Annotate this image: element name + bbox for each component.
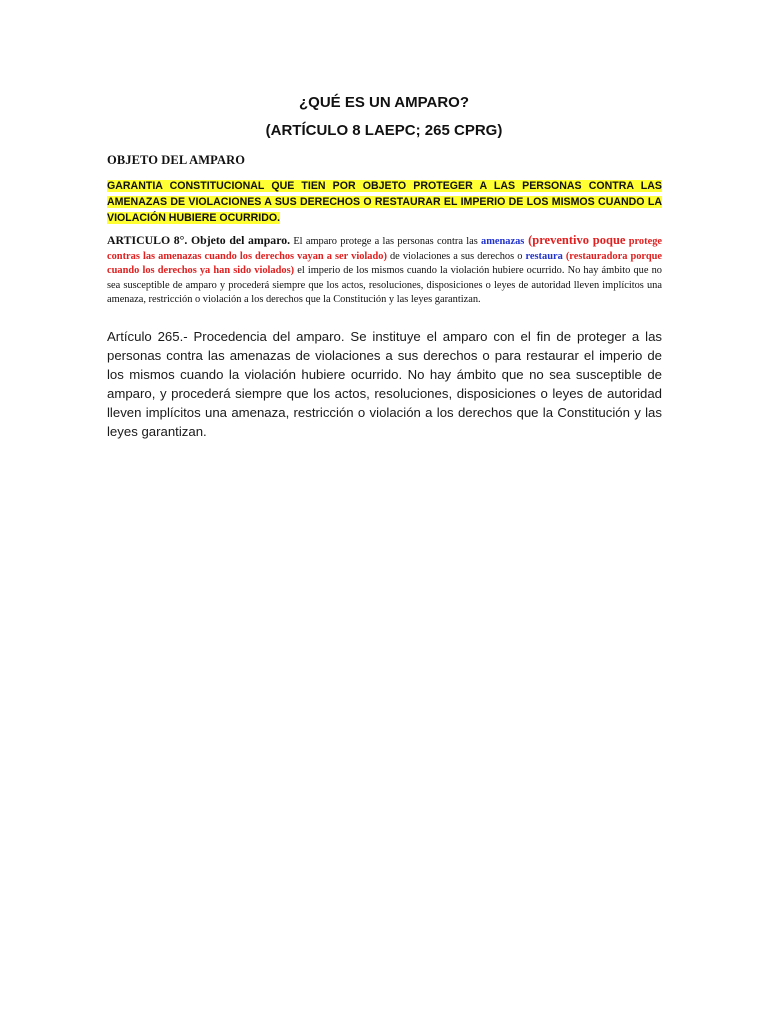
restauradora-explanation: (restauradora porque cuando los derechos ya han sido violados) bbox=[107, 250, 663, 277]
section-heading: OBJETO DEL AMPARO bbox=[107, 153, 246, 167]
amenazas-emphasis: amenazas bbox=[481, 236, 525, 247]
preventivo-explanation: protege contras las amenazas cuando los derechos vayan a ser violado) bbox=[107, 236, 662, 262]
highlighted-definition bbox=[107, 178, 662, 226]
article-265-paragraph: Artículo 265.- Procedencia del amparo. Se instituye el amparo con el fin de proteger a las personas contra las amenazas de violaciones a sus derechos o para restaurar el imperio de los mismos cuando la violación hubiere ocurrido. No hay ámbito que no sea susceptible de amparo, y procederá siempre que los actos, resoluciones, disposiciones o leyes de autoridad lleven implícitos una amenaza, restricción o violación a los derechos que la Constitución y las leyes garantizan. bbox=[107, 329, 662, 439]
article-8-text-1: El amparo protege a las personas contra las bbox=[290, 236, 482, 247]
document-subtitle: (ARTÍCULO 8 LAEPC; 265 CPRG) bbox=[265, 122, 503, 139]
article-8-text-2: de violaciones a sus derechos o bbox=[386, 250, 526, 262]
article-8-lead: ARTICULO 8°. Objeto del amparo. bbox=[107, 233, 291, 247]
restaura-emphasis: restaura bbox=[525, 250, 563, 262]
article-8-paragraph bbox=[107, 233, 662, 308]
preventivo-emphasis: (preventivo poque bbox=[524, 233, 626, 247]
highlighted-text: GARANTIA CONSTITUCIONAL QUE TIEN POR OBJETO PROTEGER A LAS PERSONAS CONTRA LAS AMENAZAS DE VIOLACIONES A SUS DERECHOS O RESTAURAR EL IMPERIO DE LOS MISMOS CUANDO LA VIOLACIÓN HUBIERE OCURRIDO. bbox=[107, 180, 662, 224]
document-title: ¿QUÉ ES UN AMPARO? bbox=[298, 94, 469, 111]
article-8-text-3: el imperio de los mismos cuando la violación hubiere ocurrido. No hay ámbito que no sea susceptible de amparo y procederá siempre que los actos, resoluciones, disposiciones o leyes de autoridad lleven implícitos una amenaza, restricción o violación a los derechos que la Constitución y las leyes garantizan. bbox=[107, 265, 662, 306]
